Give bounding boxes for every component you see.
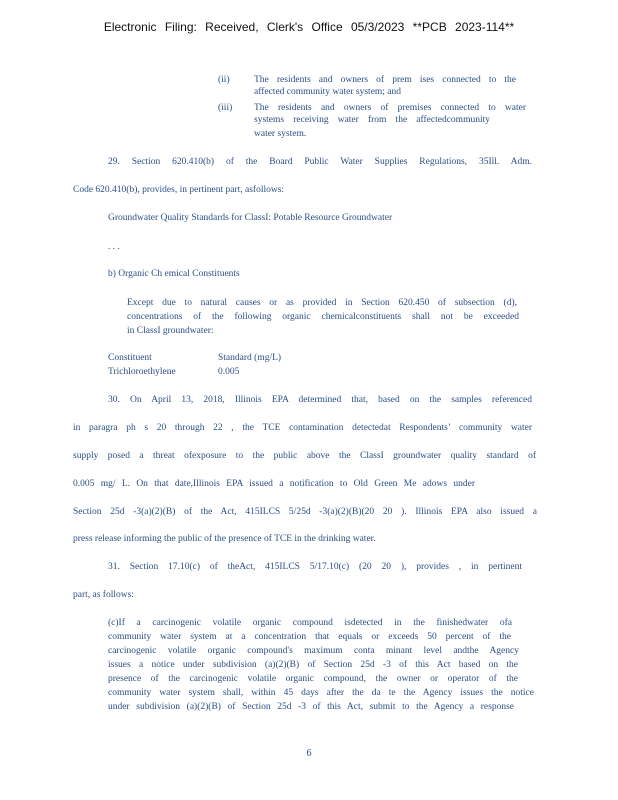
statute-quote-line: carcinogenic volatile organic compound's maximum conta minant level andthe Agency bbox=[108, 646, 519, 656]
statute-quote-line: community water system shall, within 45 days after the da te the Agency issues the notice bbox=[108, 688, 534, 698]
groundwater-standards-heading: Groundwater Quality Standards for ClassI: Potable Resource Groundwater bbox=[108, 213, 393, 223]
list-item-line: The residents and owners of prem ises connected to the bbox=[254, 75, 516, 85]
paragraph-31-line: part, as follows: bbox=[73, 590, 134, 600]
filing-header: Electronic Filing: Received, Clerk's Office 05/3/2023 **PCB 2023-114** bbox=[103, 20, 515, 34]
paragraph-30-line: Section 25d -3(a)(2)(B) of the Act, 415ILCS 5/25d -3(a)(2)(B)(20 20 ). Illinois EPA also issued a bbox=[73, 507, 537, 517]
list-item-line: affected community water system; and bbox=[254, 87, 402, 97]
subsection-b-heading: b) Organic Ch emical Constituents bbox=[108, 269, 240, 279]
regulation-quote-line: concentrations of the following organic chemicalconstituents shall not be exceeded bbox=[127, 312, 519, 322]
table-header-standard: Standard (mg/L) bbox=[218, 353, 282, 363]
statute-quote-line: under subdivision (a)(2)(B) of Section 25d -3 of this Act, submit to the Agency a response bbox=[108, 702, 514, 712]
list-item-line: The residents and owners of premises connected to water bbox=[254, 103, 526, 113]
statute-quote-line: issues a notice under subdivision (a)(2)(B) of Section 25d -3 of this Act based on the bbox=[108, 660, 518, 670]
paragraph-30-line: 0.005 mg/ L. On that date,Illinois EPA issued a notification to Old Green Me adows under bbox=[73, 479, 475, 489]
list-item-line: water system. bbox=[254, 129, 307, 139]
ellipsis: . . . bbox=[108, 242, 120, 252]
regulation-quote-line: in ClassI groundwater: bbox=[127, 326, 214, 336]
list-item-line: systems receiving water from the affectedcommunity bbox=[254, 115, 490, 125]
paragraph-31-line: 31. Section 17.10(c) of theAct, 415ILCS 5/17.10(c) (20 20 ), provides , in pertinent bbox=[108, 562, 522, 572]
regulation-quote-line: Except due to natural causes or as provided in Section 620.450 of subsection (d), bbox=[127, 298, 517, 308]
list-number: (ii) bbox=[218, 75, 230, 85]
statute-quote-line: presence of the carcinogenic volatile organic compound, the owner or operator of the bbox=[108, 674, 518, 684]
table-header-constituent: Constituent bbox=[108, 353, 152, 363]
statute-quote-line: (c)If a carcinogenic volatile organic compound isdetected in the finishedwater ofa bbox=[108, 618, 512, 628]
paragraph-30-line: 30. On April 13, 2018, Illinois EPA determined that, based on the samples referenced bbox=[108, 395, 532, 405]
paragraph-29-line: Code 620.410(b), provides, in pertinent part, asfollows: bbox=[73, 185, 285, 195]
table-cell-constituent: Trichloroethylene bbox=[108, 367, 176, 377]
paragraph-29-line: 29. Section 620.410(b) of the Board Public Water Supplies Regulations, 35Ill. Adm. bbox=[108, 157, 532, 167]
paragraph-30-line: supply posed a threat ofexposure to the public above the ClassI groundwater quality standard of bbox=[73, 451, 536, 461]
paragraph-30-line: press release informing the public of the presence of TCE in the drinking water. bbox=[73, 534, 376, 544]
paragraph-30-line: in paragra ph s 20 through 22 , the TCE contamination detectedat Respondents’ community water bbox=[73, 423, 532, 433]
list-number: (iii) bbox=[218, 103, 233, 113]
page-number: 6 bbox=[306, 748, 312, 759]
statute-quote-line: community water system at a concentration that equals or exceeds 50 percent of the bbox=[108, 632, 511, 642]
table-cell-standard: 0.005 bbox=[218, 367, 240, 377]
